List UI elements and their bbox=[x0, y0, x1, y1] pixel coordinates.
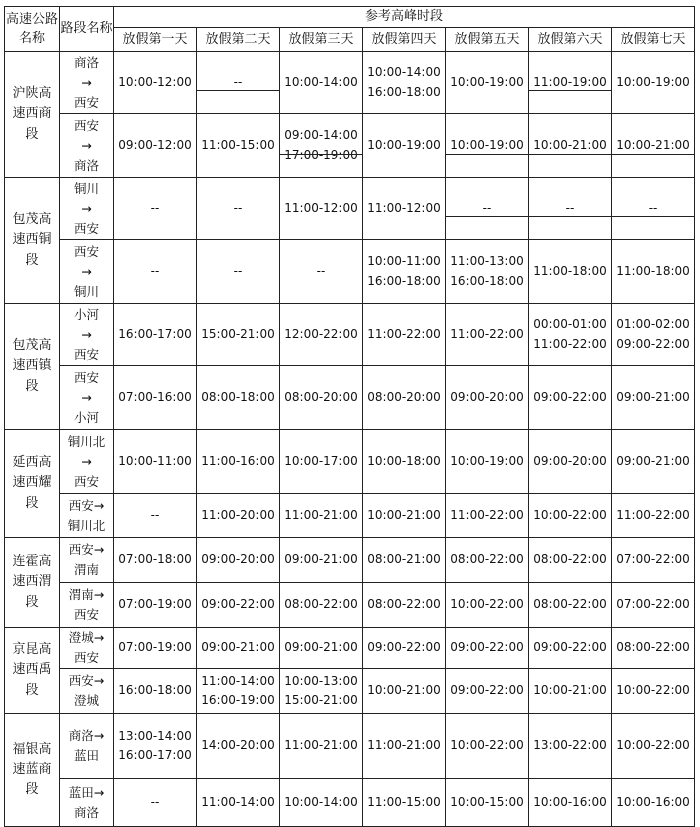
table-row bbox=[5, 628, 695, 669]
time-cell bbox=[280, 779, 363, 827]
segment-name-header: 路段名称 bbox=[60, 7, 114, 52]
highway-name-header: 高速公路名称 bbox=[5, 7, 60, 52]
time-range: 08:00-22:00 bbox=[533, 552, 607, 567]
time-cell bbox=[446, 714, 529, 779]
time-range: 13:00-22:00 bbox=[533, 738, 607, 753]
highway-name-cell: 京昆高 速西禹 段 bbox=[5, 628, 60, 714]
time-cell bbox=[612, 430, 695, 494]
time-range: 09:00-20:00 bbox=[533, 453, 607, 468]
time-cell bbox=[446, 628, 529, 669]
time-range: 10:00-22:00 bbox=[533, 507, 607, 522]
segment-name-cell: 铜川北 → 西安 bbox=[60, 430, 114, 494]
time-range: 08:00-21:00 bbox=[367, 552, 441, 567]
time-cell bbox=[446, 538, 529, 583]
time-range: 09:00-22:00 bbox=[616, 336, 690, 351]
time-range: 11:00-21:00 bbox=[284, 738, 358, 753]
segment-name-cell: 西安→ 渭南 bbox=[60, 538, 114, 583]
time-range: 10:00-15:00 bbox=[450, 794, 524, 809]
time-cell bbox=[114, 714, 197, 779]
time-range: 10:00-11:00 bbox=[118, 453, 192, 468]
segment-name-cell: 西安→ 铜川北 bbox=[60, 494, 114, 538]
time-cell bbox=[363, 114, 446, 178]
time-range: 15:00-21:00 bbox=[201, 326, 275, 341]
time-range: 09:00-21:00 bbox=[284, 552, 358, 567]
segment-name-cell: 小河 → 西安 bbox=[60, 304, 114, 366]
time-range: 07:00-19:00 bbox=[118, 597, 192, 612]
time-cell bbox=[612, 714, 695, 779]
time-range: 10:00-11:00 bbox=[367, 254, 441, 269]
segment-name-cell: 铜川 → 西安 bbox=[60, 178, 114, 240]
day-header: 放假第四天 bbox=[363, 28, 446, 52]
time-cell bbox=[280, 178, 363, 240]
time-cell bbox=[197, 52, 280, 114]
segment-name-cell: 渭南→ 西安 bbox=[60, 583, 114, 628]
day-header: 放假第三天 bbox=[280, 28, 363, 52]
time-range: 10:00-22:00 bbox=[616, 683, 690, 698]
time-cell bbox=[529, 114, 612, 178]
time-cell bbox=[446, 669, 529, 714]
time-cell bbox=[446, 240, 529, 304]
time-range: -- bbox=[648, 200, 658, 215]
day-header: 放假第七天 bbox=[612, 28, 695, 52]
time-cell bbox=[446, 779, 529, 827]
time-cell bbox=[529, 669, 612, 714]
time-range: 11:00-14:00 bbox=[201, 794, 275, 809]
peak-period-header: 参考高峰时段 bbox=[114, 7, 695, 28]
time-cell bbox=[363, 779, 446, 827]
time-range: 07:00-22:00 bbox=[616, 552, 690, 567]
time-range: 10:00-18:00 bbox=[367, 453, 441, 468]
time-range: -- bbox=[150, 200, 160, 215]
time-cell bbox=[612, 52, 695, 114]
time-cell bbox=[529, 178, 612, 240]
time-cell bbox=[529, 52, 612, 114]
time-cell bbox=[529, 538, 612, 583]
highway-name-cell: 沪陕高 速西商 段 bbox=[5, 52, 60, 178]
time-range: 09:00-21:00 bbox=[616, 389, 690, 404]
time-range: 09:00-22:00 bbox=[533, 389, 607, 404]
time-cell bbox=[114, 114, 197, 178]
time-cell bbox=[280, 583, 363, 628]
time-range: 11:00-22:00 bbox=[533, 336, 607, 351]
table-row bbox=[5, 779, 695, 827]
highway-name-cell: 包茂高 速西镇 段 bbox=[5, 304, 60, 430]
time-range: 08:00-20:00 bbox=[367, 389, 441, 404]
time-cell bbox=[612, 178, 695, 240]
table-row bbox=[5, 583, 695, 628]
highway-name-cell: 福银高 速蓝商 段 bbox=[5, 714, 60, 827]
time-range: 09:00-21:00 bbox=[616, 453, 690, 468]
time-cell bbox=[529, 494, 612, 538]
time-range: 10:00-21:00 bbox=[367, 507, 441, 522]
time-range: 09:00-20:00 bbox=[450, 389, 524, 404]
time-cell bbox=[114, 52, 197, 114]
time-cell bbox=[363, 240, 446, 304]
time-range: 11:00-12:00 bbox=[284, 200, 358, 215]
time-range: 10:00-22:00 bbox=[450, 738, 524, 753]
time-cell bbox=[197, 628, 280, 669]
time-cell bbox=[197, 240, 280, 304]
time-range: 11:00-12:00 bbox=[367, 200, 441, 215]
time-cell bbox=[280, 114, 363, 178]
time-range: 10:00-19:00 bbox=[450, 137, 524, 152]
time-range: 11:00-18:00 bbox=[533, 263, 607, 278]
time-range: 15:00-21:00 bbox=[284, 693, 358, 707]
time-cell bbox=[363, 304, 446, 366]
time-range: -- bbox=[482, 200, 492, 215]
time-range: 11:00-21:00 bbox=[367, 738, 441, 753]
time-range: 11:00-22:00 bbox=[616, 507, 690, 522]
table-row bbox=[5, 714, 695, 779]
time-cell bbox=[446, 178, 529, 240]
table-row bbox=[5, 494, 695, 538]
highway-name-cell: 包茂高 速西铜 段 bbox=[5, 178, 60, 304]
time-range: 07:00-19:00 bbox=[118, 640, 192, 655]
time-cell bbox=[197, 538, 280, 583]
table-row bbox=[5, 669, 695, 714]
time-range: 10:00-16:00 bbox=[616, 794, 690, 809]
time-cell bbox=[280, 366, 363, 430]
time-range: 10:00-22:00 bbox=[616, 738, 690, 753]
time-range: 09:00-22:00 bbox=[201, 597, 275, 612]
time-cell bbox=[529, 240, 612, 304]
time-range: -- bbox=[150, 794, 160, 809]
table-row bbox=[5, 240, 695, 304]
time-cell bbox=[529, 366, 612, 430]
time-range: 11:00-15:00 bbox=[201, 137, 275, 152]
time-cell bbox=[114, 494, 197, 538]
segment-name-cell: 商洛→ 蓝田 bbox=[60, 714, 114, 779]
time-range: 09:00-22:00 bbox=[450, 640, 524, 655]
time-range: 09:00-21:00 bbox=[284, 640, 358, 655]
time-cell bbox=[197, 178, 280, 240]
time-range: 11:00-18:00 bbox=[616, 263, 690, 278]
time-cell bbox=[612, 114, 695, 178]
time-cell bbox=[529, 430, 612, 494]
time-range: 08:00-22:00 bbox=[533, 597, 607, 612]
time-range: 10:00-19:00 bbox=[450, 453, 524, 468]
peak-hours-table bbox=[4, 6, 695, 827]
time-range: 11:00-13:00 bbox=[450, 254, 524, 269]
time-cell bbox=[197, 430, 280, 494]
time-range: 16:00-17:00 bbox=[118, 748, 192, 762]
time-cell bbox=[114, 240, 197, 304]
time-cell bbox=[197, 583, 280, 628]
time-range: 16:00-19:00 bbox=[201, 693, 275, 707]
time-range: 11:00-20:00 bbox=[201, 507, 275, 522]
time-range: 11:00-22:00 bbox=[450, 326, 524, 341]
time-cell bbox=[197, 304, 280, 366]
time-cell bbox=[280, 714, 363, 779]
table-row bbox=[5, 52, 695, 114]
time-cell bbox=[529, 628, 612, 669]
time-range: -- bbox=[233, 74, 243, 89]
table-row bbox=[5, 366, 695, 430]
time-range: -- bbox=[316, 263, 326, 278]
time-range: 09:00-20:00 bbox=[201, 552, 275, 567]
time-cell bbox=[197, 366, 280, 430]
time-range: 09:00-22:00 bbox=[450, 683, 524, 698]
time-range: 11:00-21:00 bbox=[284, 507, 358, 522]
time-range: -- bbox=[150, 263, 160, 278]
time-range: 08:00-22:00 bbox=[367, 597, 441, 612]
time-cell bbox=[363, 494, 446, 538]
time-cell bbox=[280, 52, 363, 114]
time-cell bbox=[197, 714, 280, 779]
time-cell bbox=[114, 628, 197, 669]
time-range: 10:00-21:00 bbox=[616, 137, 690, 152]
time-range: 09:00-22:00 bbox=[533, 640, 607, 655]
time-range: 16:00-18:00 bbox=[367, 84, 441, 99]
time-cell bbox=[280, 494, 363, 538]
segment-name-cell: 澄城→ 西安 bbox=[60, 628, 114, 669]
table-row bbox=[5, 430, 695, 494]
time-range: 16:00-18:00 bbox=[118, 683, 192, 698]
time-cell bbox=[446, 304, 529, 366]
time-cell bbox=[446, 114, 529, 178]
time-cell bbox=[114, 430, 197, 494]
table-row bbox=[5, 304, 695, 366]
time-range: 00:00-01:00 bbox=[533, 317, 607, 332]
time-cell bbox=[446, 52, 529, 114]
time-range: 10:00-21:00 bbox=[533, 683, 607, 698]
time-cell bbox=[363, 628, 446, 669]
time-cell bbox=[612, 240, 695, 304]
table-row bbox=[5, 114, 695, 178]
time-cell bbox=[612, 583, 695, 628]
time-range: -- bbox=[565, 200, 575, 215]
time-range: 08:00-18:00 bbox=[201, 389, 275, 404]
time-range: 10:00-19:00 bbox=[367, 137, 441, 152]
time-cell bbox=[363, 583, 446, 628]
time-range: 14:00-20:00 bbox=[201, 738, 275, 753]
time-cell bbox=[363, 430, 446, 494]
time-range: 10:00-14:00 bbox=[284, 794, 358, 809]
time-cell bbox=[197, 779, 280, 827]
time-range: 11:00-14:00 bbox=[201, 673, 275, 688]
time-cell bbox=[446, 583, 529, 628]
time-range: 07:00-18:00 bbox=[118, 552, 192, 567]
time-cell bbox=[197, 114, 280, 178]
time-cell bbox=[612, 494, 695, 538]
time-cell bbox=[363, 714, 446, 779]
time-cell bbox=[114, 779, 197, 827]
segment-name-cell: 西安 → 商洛 bbox=[60, 114, 114, 178]
segment-name-cell: 商洛 → 西安 bbox=[60, 52, 114, 114]
time-range: -- bbox=[233, 263, 243, 278]
time-range: 10:00-21:00 bbox=[367, 683, 441, 698]
time-cell bbox=[529, 714, 612, 779]
day-header: 放假第二天 bbox=[197, 28, 280, 52]
time-cell bbox=[612, 628, 695, 669]
time-range: 08:00-22:00 bbox=[616, 640, 690, 655]
time-cell bbox=[197, 669, 280, 714]
time-cell bbox=[612, 669, 695, 714]
time-cell bbox=[280, 240, 363, 304]
time-cell bbox=[363, 178, 446, 240]
time-range: 10:00-19:00 bbox=[616, 74, 690, 89]
time-cell bbox=[114, 583, 197, 628]
segment-name-cell: 蓝田→ 商洛 bbox=[60, 779, 114, 827]
time-range: 12:00-22:00 bbox=[284, 326, 358, 341]
time-cell bbox=[280, 669, 363, 714]
time-range: 09:00-12:00 bbox=[118, 137, 192, 152]
time-cell bbox=[114, 538, 197, 583]
time-range: 16:00-17:00 bbox=[118, 326, 192, 341]
time-range: 01:00-02:00 bbox=[616, 317, 690, 332]
time-cell bbox=[363, 538, 446, 583]
time-range: -- bbox=[233, 200, 243, 215]
time-cell bbox=[363, 669, 446, 714]
segment-name-cell: 西安 → 铜川 bbox=[60, 240, 114, 304]
time-cell bbox=[114, 178, 197, 240]
time-cell bbox=[446, 494, 529, 538]
time-range: 11:00-15:00 bbox=[367, 794, 441, 809]
time-cell bbox=[612, 538, 695, 583]
time-cell bbox=[529, 779, 612, 827]
time-cell bbox=[280, 538, 363, 583]
time-range: 16:00-18:00 bbox=[367, 273, 441, 288]
time-range: 10:00-17:00 bbox=[284, 453, 358, 468]
time-cell bbox=[363, 366, 446, 430]
time-range: 08:00-20:00 bbox=[284, 389, 358, 404]
time-range: 08:00-22:00 bbox=[284, 597, 358, 612]
table-row bbox=[5, 538, 695, 583]
time-range: -- bbox=[150, 507, 160, 522]
time-range: 10:00-19:00 bbox=[450, 74, 524, 89]
time-cell bbox=[612, 779, 695, 827]
time-cell bbox=[280, 628, 363, 669]
time-range: 11:00-22:00 bbox=[450, 507, 524, 522]
time-cell bbox=[612, 304, 695, 366]
time-range: 16:00-18:00 bbox=[450, 273, 524, 288]
time-cell bbox=[280, 430, 363, 494]
time-cell bbox=[280, 304, 363, 366]
time-cell bbox=[197, 494, 280, 538]
time-cell bbox=[363, 52, 446, 114]
segment-name-cell: 西安→ 澄城 bbox=[60, 669, 114, 714]
highway-name-cell: 连霍高 速西渭 段 bbox=[5, 538, 60, 628]
time-range: 10:00-22:00 bbox=[450, 597, 524, 612]
time-range: 11:00-22:00 bbox=[367, 326, 441, 341]
time-cell bbox=[446, 430, 529, 494]
time-cell bbox=[114, 304, 197, 366]
time-cell bbox=[114, 366, 197, 430]
time-range: 10:00-13:00 bbox=[284, 673, 358, 688]
time-range: 10:00-12:00 bbox=[118, 74, 192, 89]
time-range: 10:00-21:00 bbox=[533, 137, 607, 152]
time-range: 17:00-19:00 bbox=[284, 147, 358, 162]
segment-name-cell: 西安 → 小河 bbox=[60, 366, 114, 430]
time-cell bbox=[529, 304, 612, 366]
time-cell bbox=[446, 366, 529, 430]
time-cell bbox=[612, 366, 695, 430]
time-range: 10:00-14:00 bbox=[367, 65, 441, 80]
time-range: 07:00-16:00 bbox=[118, 389, 192, 404]
time-range: 08:00-22:00 bbox=[450, 552, 524, 567]
time-range: 09:00-21:00 bbox=[201, 640, 275, 655]
day-header: 放假第五天 bbox=[446, 28, 529, 52]
table-row bbox=[5, 178, 695, 240]
time-cell bbox=[529, 583, 612, 628]
time-range: 10:00-14:00 bbox=[284, 74, 358, 89]
time-range: 11:00-16:00 bbox=[201, 453, 275, 468]
time-range: 10:00-16:00 bbox=[533, 794, 607, 809]
time-cell bbox=[114, 669, 197, 714]
time-range: 13:00-14:00 bbox=[118, 728, 192, 743]
time-range: 09:00-22:00 bbox=[367, 640, 441, 655]
day-header: 放假第一天 bbox=[114, 28, 197, 52]
day-header: 放假第六天 bbox=[529, 28, 612, 52]
highway-name-cell: 延西高 速西耀 段 bbox=[5, 430, 60, 538]
time-range: 11:00-19:00 bbox=[533, 74, 607, 89]
time-range: 07:00-22:00 bbox=[616, 597, 690, 612]
time-range: 09:00-14:00 bbox=[284, 128, 358, 143]
